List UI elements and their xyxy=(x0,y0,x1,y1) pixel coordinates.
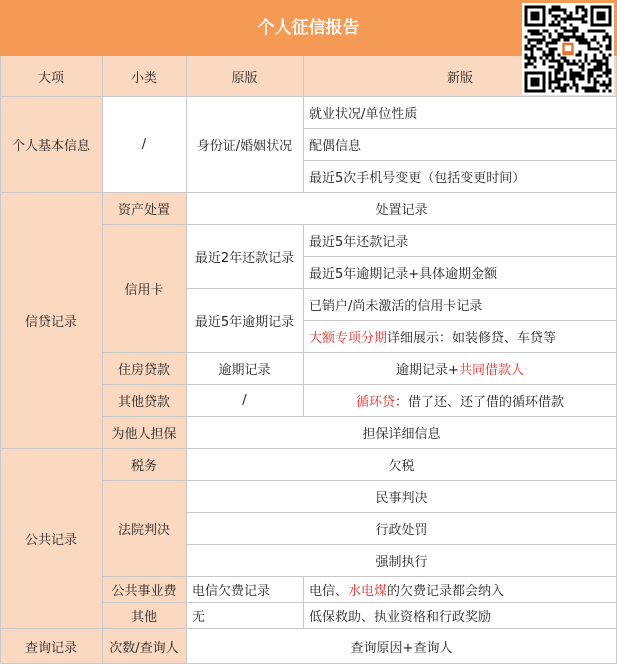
credit-card-minor: 信用卡 xyxy=(102,224,186,352)
section-query: 查询记录 xyxy=(0,628,102,664)
installment-detail: 详细展示：如装修贷、车贷等 xyxy=(387,330,557,346)
public-other-new: 低保救助、执业资格和行政奖励 xyxy=(303,602,617,628)
credit-guarantee-new: 担保详细信息 xyxy=(186,416,617,448)
basic-old: 身份证/婚姻状况 xyxy=(186,96,303,192)
basic-new-spouse: 配偶信息 xyxy=(303,128,617,160)
housing-new-highlight: 共同借款人 xyxy=(458,362,524,378)
header-minor: 小类 xyxy=(102,56,186,96)
credit-other-minor: 其他贷款 xyxy=(102,384,186,416)
header-old: 原版 xyxy=(186,56,303,96)
credit-asset-minor: 资产处置 xyxy=(102,192,186,224)
public-other-minor: 其他 xyxy=(102,602,186,628)
basic-minor: / xyxy=(102,96,186,192)
credit-card-new-closed: 已销户/尚未激活的信用卡记录 xyxy=(303,288,617,320)
utility-new-rest: 的欠费记录都会纳入 xyxy=(387,583,505,599)
public-utility-new xyxy=(303,576,617,602)
section-basic: 个人基本信息 xyxy=(0,96,102,192)
public-utility-minor: 公共事业费 xyxy=(102,576,186,602)
basic-new-employment: 就业状况/单位性质 xyxy=(303,96,617,128)
utility-new-highlight: 水电煤 xyxy=(348,583,388,599)
public-tax-new: 欠税 xyxy=(186,448,617,480)
section-credit: 信贷记录 xyxy=(0,192,102,448)
credit-other-new xyxy=(303,384,617,416)
housing-new-prefix: 逾期记录+ xyxy=(396,362,459,378)
installment-highlight: 大额专项分期 xyxy=(309,330,388,346)
credit-other-old: / xyxy=(186,384,303,416)
utility-new-prefix: 电信、 xyxy=(309,583,349,599)
public-court-admin: 行政处罚 xyxy=(186,512,617,544)
revolving-detail: ：借了还、还了借的循环借款 xyxy=(395,394,565,410)
credit-card-old1: 最近2年还款记录 xyxy=(186,224,303,288)
public-court-enforce: 强制执行 xyxy=(186,544,617,576)
public-tax-minor: 税务 xyxy=(102,448,186,480)
header-new: 新版 xyxy=(303,56,617,96)
credit-asset-new: 处置记录 xyxy=(186,192,617,224)
public-utility-old: 电信欠费记录 xyxy=(186,576,303,602)
header-major: 大项 xyxy=(0,56,102,96)
qr-code-icon xyxy=(522,3,614,95)
credit-card-old2: 最近5年逾期记录 xyxy=(186,288,303,352)
credit-housing-old: 逾期记录 xyxy=(186,352,303,384)
public-other-old: 无 xyxy=(186,602,303,628)
section-public: 公共记录 xyxy=(0,448,102,628)
credit-card-new-installment xyxy=(303,320,617,352)
credit-housing-new xyxy=(303,352,617,384)
page-title: 个人征信报告 xyxy=(257,18,360,38)
query-new: 查询原因+查询人 xyxy=(186,628,617,664)
query-minor: 次数/查询人 xyxy=(102,628,186,664)
credit-housing-minor: 住房贷款 xyxy=(102,352,186,384)
qr-code xyxy=(522,3,614,95)
public-court-minor: 法院判决 xyxy=(102,480,186,576)
basic-new-phone: 最近5次手机号变更（包括变更时间） xyxy=(303,160,617,192)
credit-card-new-overdue: 最近5年逾期记录+具体逾期金额 xyxy=(303,256,617,288)
credit-guarantee-minor: 为他人担保 xyxy=(102,416,186,448)
credit-card-new-repay: 最近5年还款记录 xyxy=(303,224,617,256)
revolving-highlight: 循环贷 xyxy=(355,394,395,410)
public-court-civil: 民事判决 xyxy=(186,480,617,512)
